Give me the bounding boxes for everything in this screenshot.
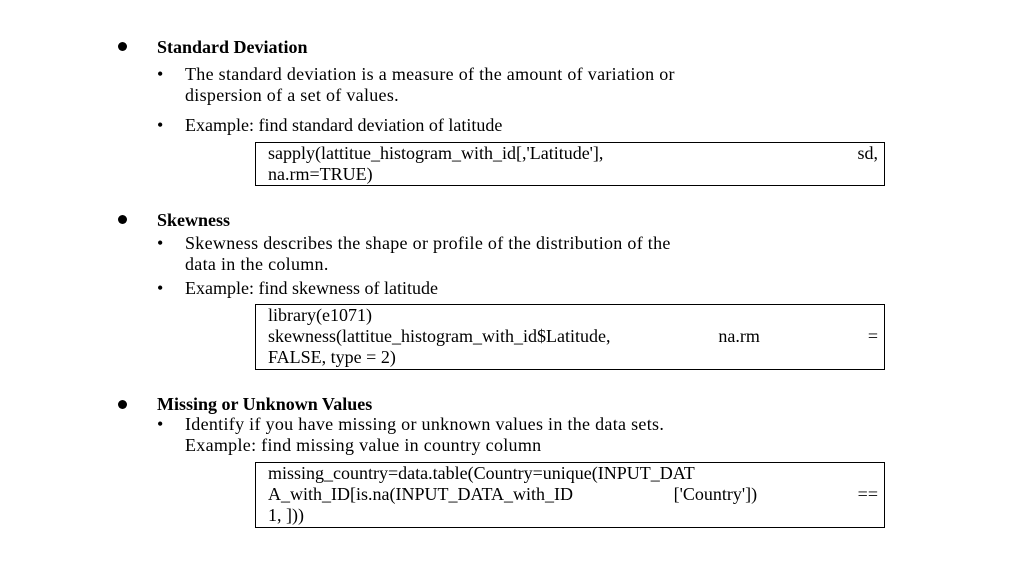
section-heading-skewness: Skewness (157, 210, 231, 230)
sub-bullet: • (157, 278, 164, 298)
code-line (268, 484, 878, 505)
missing-description (185, 414, 869, 456)
code-line: 1, ])) (268, 505, 304, 525)
section-bullet (118, 215, 127, 224)
section-heading-missing-values: Missing or Unknown Values (157, 394, 373, 414)
section-bullet (118, 400, 127, 409)
code-line (268, 143, 878, 164)
code-line: missing_country=data.table(Country=unique(INPUT_DAT (268, 463, 695, 483)
sub-bullet: • (157, 115, 164, 135)
code-box-std (255, 142, 885, 186)
skew-description (185, 233, 869, 275)
code-box-skewness (255, 304, 885, 370)
std-description-line2: dispersion of a set of values. (185, 85, 399, 105)
std-example: Example: find standard deviation of latitude (185, 115, 503, 135)
sub-bullet: • (157, 414, 164, 434)
code-text: == (857, 484, 878, 504)
section-bullet (118, 42, 127, 51)
skew-description-line2: data in the column. (185, 254, 329, 274)
skew-description-line1: Skewness describes the shape or profile of the distribution of the (185, 233, 671, 253)
sub-bullet: • (157, 233, 164, 253)
code-line: library(e1071) (268, 305, 372, 325)
code-text: sd, (857, 143, 878, 163)
std-description (185, 64, 869, 106)
code-line: FALSE, type = 2) (268, 347, 396, 367)
code-line: na.rm=TRUE) (268, 164, 373, 184)
code-text: = (867, 326, 878, 346)
section-heading-standard-deviation: Standard Deviation (157, 37, 308, 57)
code-text: sapply(lattitue_histogram_with_id[,'Latitude'], (268, 143, 604, 163)
code-text: na.rm (718, 326, 760, 346)
code-line (268, 326, 878, 347)
missing-description-line2: Example: find missing value in country column (185, 435, 542, 455)
missing-description-line1: Identify if you have missing or unknown values in the data sets. (185, 414, 665, 434)
sub-bullet: • (157, 64, 164, 84)
std-description-line1: The standard deviation is a measure of the amount of variation or (185, 64, 675, 84)
code-text: ['Country']) (673, 484, 758, 504)
code-text: skewness(lattitue_histogram_with_id$Latitude, (268, 326, 611, 346)
code-box-missing (255, 462, 885, 528)
skew-example: Example: find skewness of latitude (185, 278, 438, 298)
code-text: A_with_ID[is.na(INPUT_DATA_with_ID (268, 484, 574, 504)
